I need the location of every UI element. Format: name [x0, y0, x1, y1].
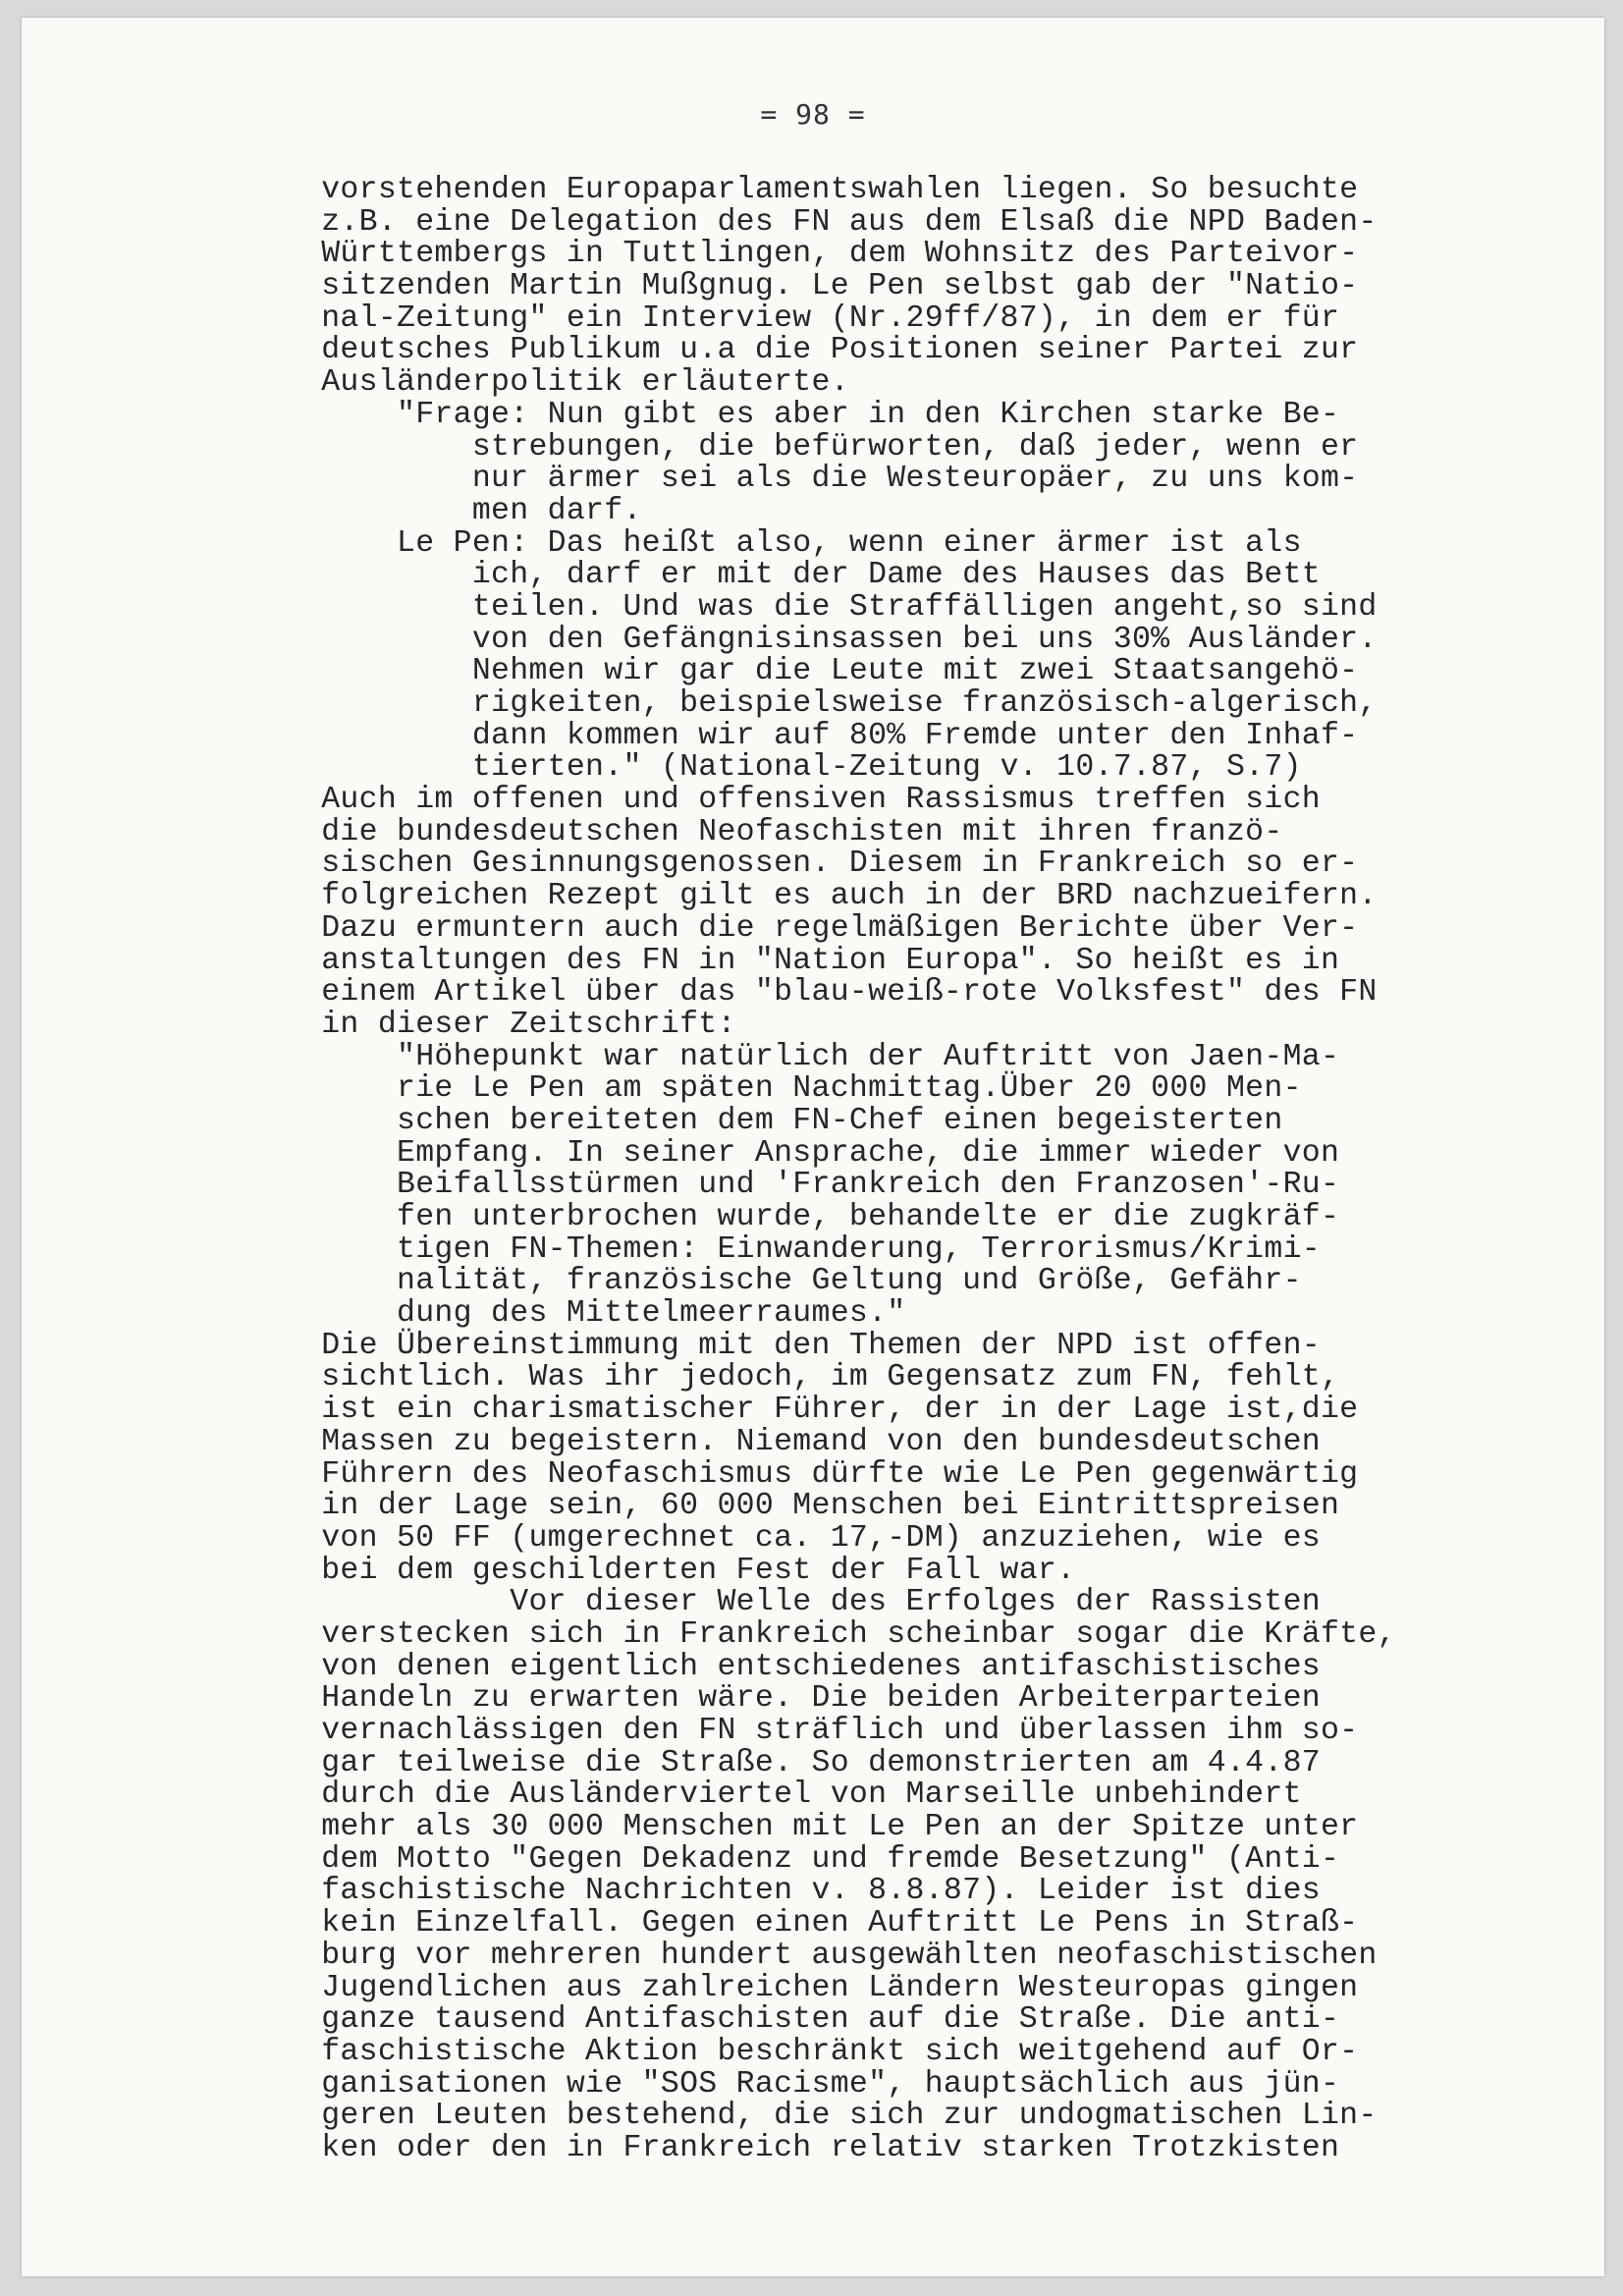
- text-line: "Höhepunkt war natürlich der Auftritt von Jaen-Ma-: [208, 1039, 1340, 1074]
- text-line: verstecken sich in Frankreich scheinbar sogar die Kräfte,: [208, 1616, 1396, 1652]
- text-line: Empfang. In seiner Ansprache, die immer wieder von: [208, 1135, 1340, 1171]
- text-line: einem Artikel über das "blau-weiß-rote Volksfest" des FN: [208, 975, 1378, 1011]
- text-line: Massen zu begeistern. Niemand von den bundesdeutschen: [208, 1424, 1321, 1459]
- text-line: Jugendlichen aus zahlreichen Ländern Westeuropas gingen: [208, 1970, 1359, 2005]
- text-line: strebungen, die befürworten, daß jeder, wenn er: [208, 429, 1359, 465]
- text-line: in dieser Zeitschrift:: [208, 1007, 736, 1042]
- text-line: rigkeiten, beispielsweise französisch-algerisch,: [208, 686, 1378, 721]
- body-text: [208, 175, 1583, 2165]
- text-line: ich, darf er mit der Dame des Hauses das Bett: [208, 558, 1321, 593]
- text-line: dung des Mittelmeerraumes.": [208, 1296, 906, 1332]
- text-line: durch die Ausländerviertel von Marseille unbehindert: [208, 1777, 1302, 1813]
- text-line: geren Leuten bestehend, die sich zur undogmatischen Lin-: [208, 2099, 1378, 2134]
- text-line: men darf.: [208, 493, 642, 528]
- text-line: Führern des Neofaschismus dürfte wie Le Pen gegenwärtig: [208, 1456, 1359, 1492]
- text-line: ist ein charismatischer Führer, der in der Lage ist,die: [208, 1393, 1359, 1428]
- text-line: Dazu ermuntern auch die regelmäßigen Berichte über Ver-: [208, 910, 1359, 946]
- text-line: Die Übereinstimmung mit den Themen der NPD ist offen-: [208, 1328, 1321, 1363]
- text-line: sischen Gesinnungsgenossen. Diesem in Frankreich so er-: [208, 847, 1359, 882]
- text-line: die bundesdeutschen Neofaschisten mit ihren franzö-: [208, 814, 1283, 849]
- text-line: in der Lage sein, 60 000 Menschen bei Eintrittspreisen: [208, 1489, 1340, 1524]
- text-line: "Frage: Nun gibt es aber in den Kirchen starke Be-: [208, 397, 1340, 432]
- text-line: teilen. Und was die Straffälligen angeht,so sind: [208, 589, 1378, 625]
- text-line: faschistische Nachrichten v. 8.8.87). Leider ist dies: [208, 1874, 1321, 1909]
- text-line: deutsches Publikum u.a die Positionen seiner Partei zur: [208, 333, 1359, 368]
- text-line: dann kommen wir auf 80% Fremde unter den Inhaf-: [208, 718, 1359, 753]
- text-line: tigen FN-Themen: Einwanderung, Terrorismus/Krimi-: [208, 1231, 1321, 1267]
- text-line: von denen eigentlich entschiedenes antifaschistisches: [208, 1649, 1321, 1684]
- text-line: faschistische Aktion beschränkt sich weitgehend auf Or-: [208, 2034, 1359, 2069]
- text-line: ganisationen wie "SOS Racisme", hauptsächlich aus jün-: [208, 2066, 1340, 2102]
- text-line: dem Motto "Gegen Dekadenz und fremde Besetzung" (Anti-: [208, 1841, 1340, 1877]
- text-line: Württembergs in Tuttlingen, dem Wohnsitz des Parteivor-: [208, 237, 1359, 272]
- text-line: Auch im offenen und offensiven Rassismus treffen sich: [208, 783, 1321, 818]
- text-line: von 50 FF (umgerechnet ca. 17,-DM) anzuziehen, wie es: [208, 1520, 1321, 1556]
- text-line: sichtlich. Was ihr jedoch, im Gegensatz zum FN, fehlt,: [208, 1360, 1340, 1395]
- text-line: Nehmen wir gar die Leute mit zwei Staatsangehö-: [208, 654, 1359, 689]
- text-line: nal-Zeitung" ein Interview (Nr.29ff/87), in dem er für: [208, 301, 1340, 336]
- text-line: burg vor mehreren hundert ausgewählten neofaschistischen: [208, 1938, 1378, 1973]
- text-line: vorstehenden Europaparlamentswahlen liegen. So besuchte: [208, 173, 1359, 207]
- text-line: z.B. eine Delegation des FN aus dem Elsaß die NPD Baden-: [208, 204, 1378, 240]
- text-line: schen bereiteten dem FN-Chef einen begeisterten: [208, 1103, 1283, 1138]
- text-line: mehr als 30 000 Menschen mit Le Pen an der Spitze unter: [208, 1810, 1359, 1845]
- text-line: anstaltungen des FN in "Nation Europa". So heißt es in: [208, 943, 1340, 978]
- text-line: Ausländerpolitik erläuterte.: [208, 365, 849, 401]
- text-line: von den Gefängnisinsassen bei uns 30% Ausländer.: [208, 622, 1378, 657]
- text-line: Beifallsstürmen und 'Frankreich den Franzosen'-Ru-: [208, 1168, 1340, 1203]
- text-line: fen unterbrochen wurde, behandelte er die zugkräf-: [208, 1200, 1340, 1234]
- text-line: nur ärmer sei als die Westeuropäer, zu uns kom-: [208, 462, 1359, 497]
- text-line: Handeln zu erwarten wäre. Die beiden Arbeiterparteien: [208, 1681, 1321, 1717]
- text-line: kein Einzelfall. Gegen einen Auftritt Le Pens in Straß-: [208, 1906, 1359, 1941]
- text-line: ken oder den in Frankreich relativ starken Trotzkisten: [208, 2130, 1340, 2165]
- text-line: bei dem geschilderten Fest der Fall war.: [208, 1553, 1076, 1588]
- page-number: = 98 =: [760, 98, 866, 131]
- text-line: ganze tausend Antifaschisten auf die Straße. Die anti-: [208, 2002, 1340, 2038]
- text-line: sitzenden Martin Mußgnug. Le Pen selbst gab der "Natio-: [208, 269, 1359, 304]
- text-line: Le Pen: Das heißt also, wenn einer ärmer ist als: [208, 525, 1302, 561]
- text-line: gar teilweise die Straße. So demonstrierten am 4.4.87: [208, 1745, 1321, 1780]
- text-line: vernachlässigen den FN sträflich und überlassen ihm so-: [208, 1714, 1359, 1748]
- text-line: Vor dieser Welle des Erfolges der Rassisten: [208, 1585, 1321, 1620]
- document-page: [22, 18, 1604, 2276]
- text-line: folgreichen Rezept gilt es auch in der BRD nachzueifern.: [208, 879, 1378, 914]
- text-line: nalität, französische Geltung und Größe, Gefähr-: [208, 1264, 1302, 1299]
- text-line: tierten." (National-Zeitung v. 10.7.87, S.7): [208, 750, 1302, 786]
- text-line: rie Le Pen am späten Nachmittag.Über 20 000 Men-: [208, 1071, 1302, 1107]
